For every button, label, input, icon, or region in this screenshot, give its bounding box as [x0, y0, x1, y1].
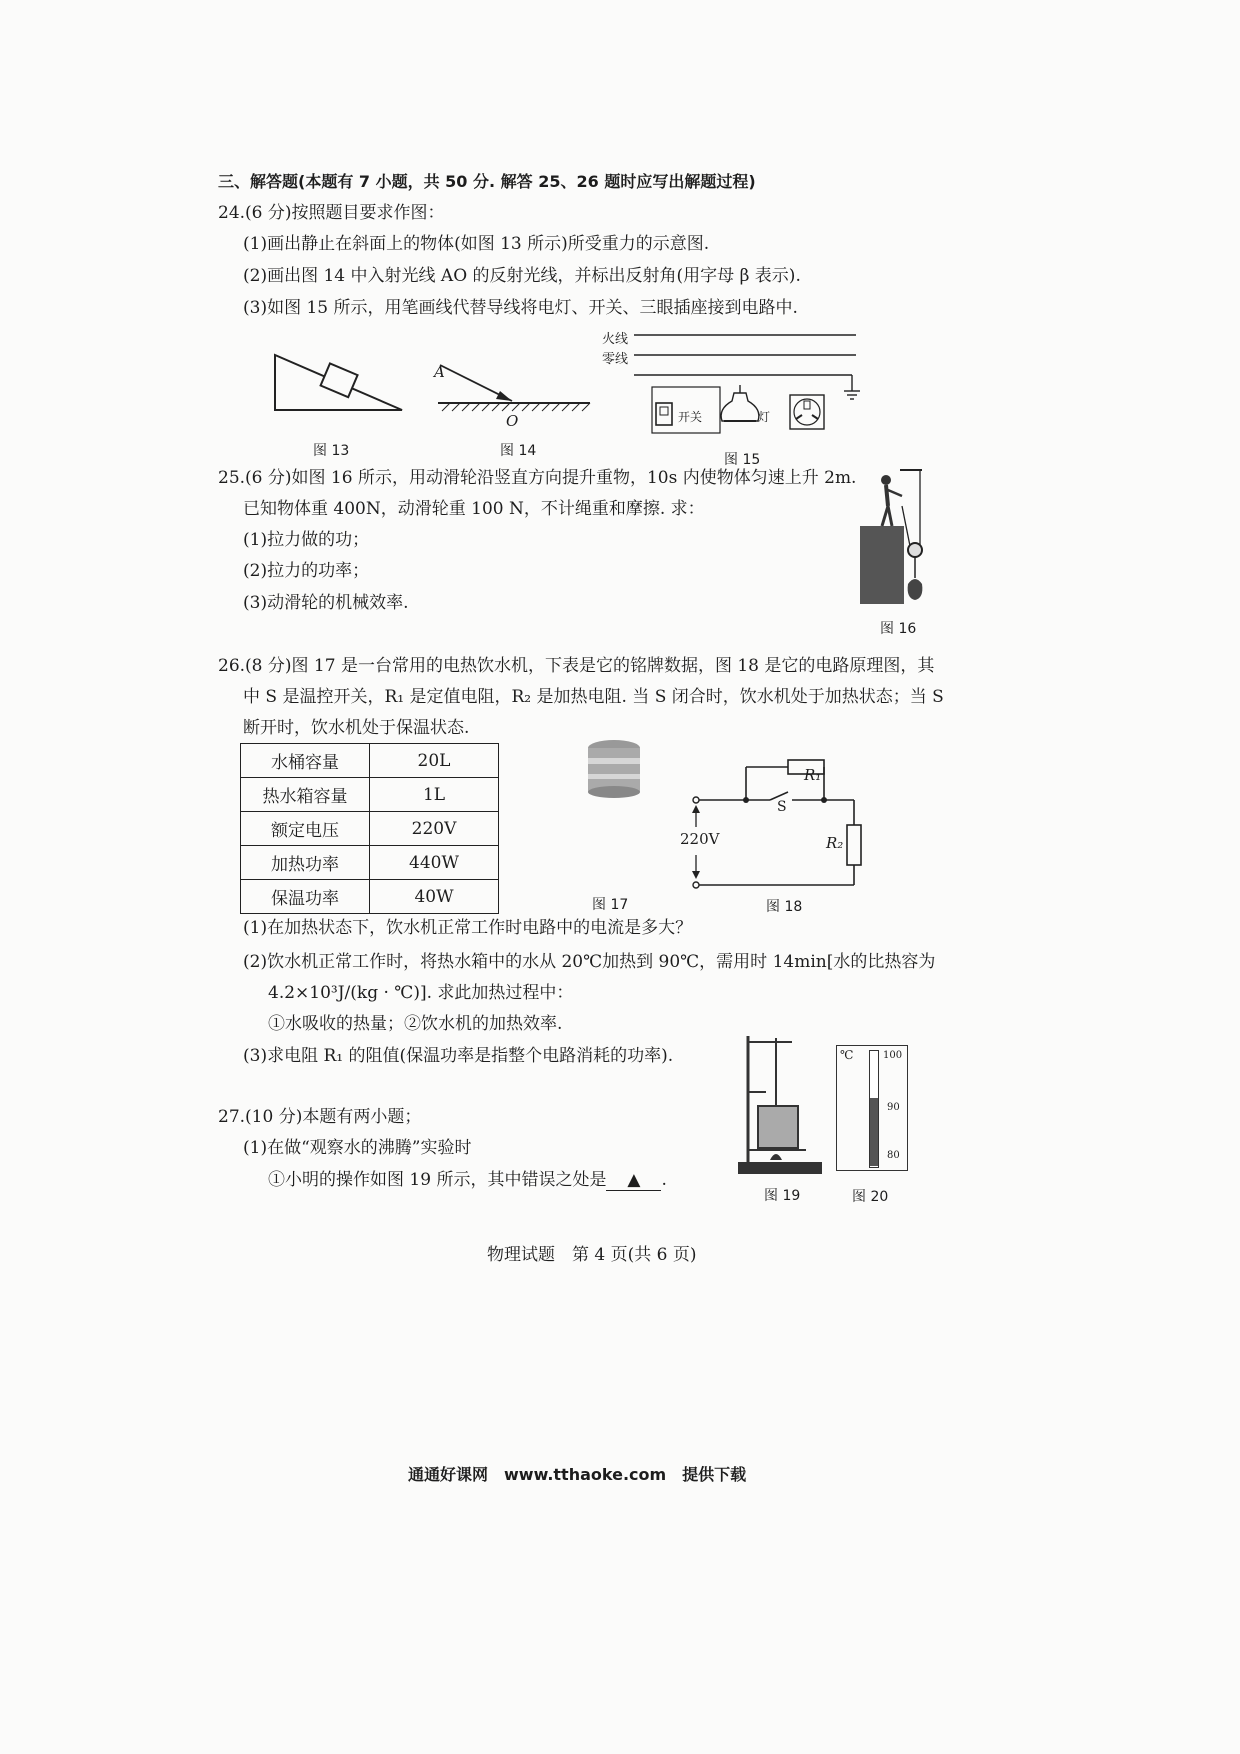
weight [908, 579, 923, 600]
figure-16-pulley [858, 466, 928, 616]
page-footer: 物理试题 第 4 页(共 6 页) [487, 1245, 697, 1265]
table-cell-label: 保温功率 [241, 880, 370, 914]
q27-stem: 27.(10 分)本题有两小题； [218, 1107, 422, 1127]
q26-stem-line2: 中 S 是温控开关，R₁ 是定值电阻，R₂ 是加热电阻. 当 S 闭合时，饮水机处于加热状态；当 S [243, 687, 944, 707]
table-cell-value: 1L [370, 778, 499, 812]
figure-19-apparatus [736, 1032, 826, 1178]
table-row [241, 744, 499, 778]
platform [860, 526, 904, 604]
q25-stem-line2: 已知物体重 400N，动滑轮重 100 N，不计绳重和摩擦. 求： [243, 499, 705, 519]
socket-icon [790, 395, 824, 429]
table-cell-label: 热水箱容量 [241, 778, 370, 812]
q24-part1: (1)画出静止在斜面上的物体(如图 13 所示)所受重力的示意图. [243, 234, 710, 254]
table-cell-value: 40W [370, 880, 499, 914]
fig20-tick: 100 [883, 1050, 903, 1061]
q24-stem: 24.(6 分)按照题目要求作图： [218, 203, 445, 223]
switch-icon [656, 403, 672, 425]
fig18-caption: 图 18 [766, 899, 803, 915]
pulley-wheel-icon [908, 543, 922, 557]
fig20-tick: 90 [887, 1102, 900, 1113]
fig18-r1-label: R₁ [804, 766, 822, 784]
q26-stem-line1: 26.(8 分)图 17 是一台常用的电热饮水机，下表是它的铭牌数据，图 18 是它的电路原理图，其 [218, 656, 935, 676]
apparatus-base [738, 1162, 822, 1174]
fig18-s-label: S [777, 799, 787, 815]
figure-17-water-dispenser [584, 738, 646, 800]
table-cell-label: 加热功率 [241, 846, 370, 880]
table-cell-label: 水桶容量 [241, 744, 370, 778]
q24-part2: (2)画出图 14 中入射光线 AO 的反射光线，并标出反射角(用字母 β 表示). [243, 266, 801, 286]
q26-part1: (1)在加热状态下，饮水机正常工作时电路中的电流是多大？ [243, 918, 693, 938]
q26-part2-line3: ①水吸收的热量；②饮水机的加热效率. [268, 1014, 563, 1034]
q25-part3: (3)动滑轮的机械效率. [243, 593, 409, 613]
q25-stem-line1: 25.(6 分)如图 16 所示，用动滑轮沿竖直方向提升重物，10s 内使物体匀速上升 2m. [218, 468, 857, 488]
fig19-caption: 图 19 [764, 1188, 801, 1204]
fig15-live-label: 火线 [602, 332, 629, 347]
q27-part1a [268, 1170, 667, 1191]
figure-20-thermometer [836, 1045, 908, 1171]
q27-part1a-text: ①小明的操作如图 19 所示，其中错误之处是 [268, 1170, 607, 1190]
fig15-lamp-label: 灯 [758, 410, 771, 424]
site-footer: 通通好课网 www.tthaoke.com 提供下载 [408, 1465, 747, 1484]
ground-icon [844, 391, 860, 399]
ray-arrow-icon [496, 391, 512, 401]
fig18-r2-label: R₂ [826, 834, 844, 852]
person-head [881, 475, 891, 485]
fig18-voltage-label: 220V [680, 830, 720, 848]
fig20-tick: 80 [887, 1150, 900, 1161]
nameplate-table [240, 743, 499, 914]
q26-part2-line2: 4.2×10³J/(kg · ℃)]. 求此加热过程中： [268, 983, 574, 1003]
fig15-switch-label: 开关 [678, 410, 703, 424]
figure-18-circuit [684, 755, 864, 890]
beaker [758, 1106, 798, 1148]
fig16-caption: 图 16 [880, 621, 917, 637]
fig17-caption: 图 17 [592, 897, 629, 913]
thermometer-liquid [870, 1098, 878, 1166]
incline-block [321, 363, 358, 397]
fig15-neutral-label: 零线 [602, 352, 629, 367]
resistor-r2 [847, 825, 861, 865]
section-heading: 三、解答题(本题有 7 小题，共 50 分. 解答 25、26 题时应写出解题过程) [218, 172, 756, 191]
figure-13-incline [270, 350, 410, 415]
table-row [241, 880, 499, 914]
table-row [241, 846, 499, 880]
q26-part2-line1: (2)饮水机正常工作时，将热水箱中的水从 20℃加热到 90℃，需用时 14min[水的比热容为 [243, 952, 936, 972]
fig13-caption: 图 13 [313, 443, 350, 459]
q25-part1: (1)拉力做的功； [243, 530, 370, 550]
q27-part1a-period: . [661, 1170, 667, 1190]
table-cell-label: 额定电压 [241, 812, 370, 846]
fig15-caption: 图 15 [724, 452, 761, 468]
burner-flame-icon [770, 1154, 782, 1160]
arrow-up-icon [692, 805, 700, 813]
fig14-caption: 图 14 [500, 443, 537, 459]
answer-blank[interactable]: ▲ [606, 1170, 661, 1191]
q24-part3: (3)如图 15 所示，用笔画线代替导线将电灯、开关、三眼插座接到电路中. [243, 298, 798, 318]
fig20-unit: ℃ [840, 1048, 854, 1062]
fig20-caption: 图 20 [852, 1189, 889, 1205]
table-row [241, 778, 499, 812]
table-cell-value: 440W [370, 846, 499, 880]
figure-15-circuit [630, 325, 870, 440]
table-cell-value: 20L [370, 744, 499, 778]
table-row [241, 812, 499, 846]
q26-part3: (3)求电阻 R₁ 的阻值(保温功率是指整个电路消耗的功率). [243, 1046, 674, 1066]
q25-part2: (2)拉力的功率； [243, 561, 370, 581]
q26-stem-line3: 断开时，饮水机处于保温状态. [243, 718, 470, 738]
table-cell-value: 220V [370, 812, 499, 846]
lamp-icon [721, 393, 759, 421]
fig14-label-o: O [506, 412, 519, 430]
fig14-label-a: A [434, 363, 445, 381]
q27-part1: (1)在做“观察水的沸腾”实验时 [243, 1138, 472, 1158]
arrow-down-icon [692, 871, 700, 879]
